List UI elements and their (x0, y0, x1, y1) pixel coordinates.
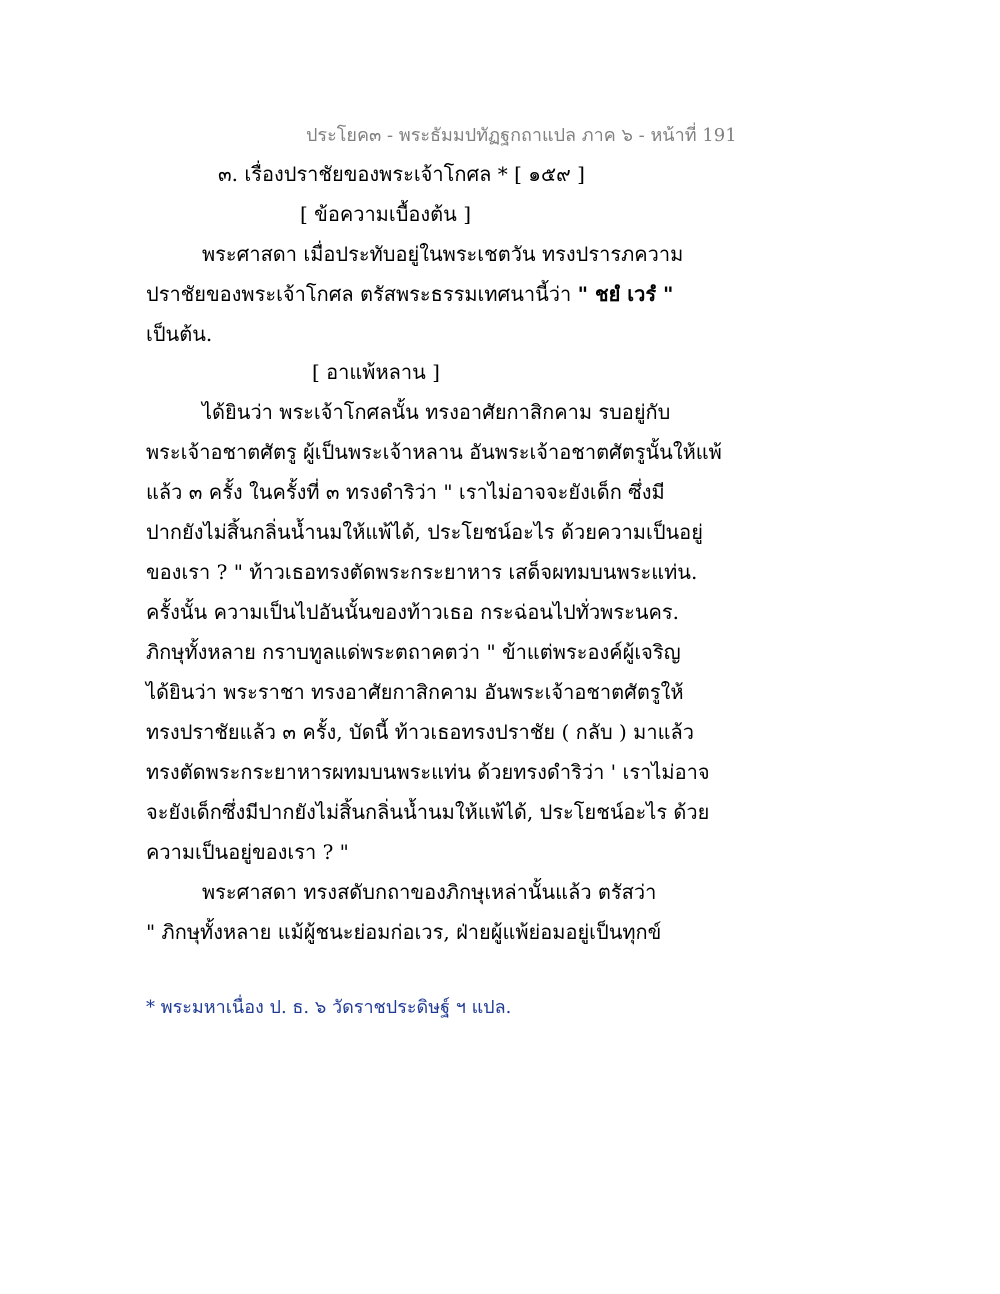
intro-line-1: พระศาสดา เมื่อประทับอยู่ในพระเชตวัน ทรงปรารภความ (202, 242, 684, 266)
story-line-13: พระศาสดา ทรงสดับกถาของภิกษุเหล่านั้นแล้ว ตรัสว่า (202, 880, 657, 904)
story-line-6: ครั้งนั้น ความเป็นไปอันนั้นของท้าวเธอ กระฉ่อนไปทั่วพระนคร. (146, 600, 679, 624)
story-line-12: ความเป็นอยู่ของเรา ? " (146, 840, 349, 864)
intro-line-2-text: ปราชัยของพระเจ้าโกศล ตรัสพระธรรมเทศนานี้ว่า (146, 282, 572, 306)
story-line-1: ได้ยินว่า พระเจ้าโกศลนั้น ทรงอาศัยกาสิกคาม รบอยู่กับ (202, 400, 671, 424)
pali-quote: " ชยํ เวรํ " (577, 282, 674, 306)
story-line-8: ได้ยินว่า พระราชา ทรงอาศัยกาสิกคาม อันพระเจ้าอชาตศัตรูให้ (146, 680, 684, 704)
story-line-9: ทรงปราชัยแล้ว ๓ ครั้ง, บัดนี้ ท้าวเธอทรงปราชัย ( กลับ ) มาแล้ว (146, 720, 694, 744)
section-heading-intro: [ ข้อความเบื้องต้น ] (300, 202, 471, 226)
story-line-11: จะยังเด็กซึ่งมีปากยังไม่สิ้นกลิ่นน้ำนมให้แพ้ได้, ประโยชน์อะไร ด้วย (146, 800, 710, 824)
story-line-2: พระเจ้าอชาตศัตรู ผู้เป็นพระเจ้าหลาน อันพระเจ้าอชาตศัตรูนั้นให้แพ้ (146, 440, 722, 464)
story-line-14: " ภิกษุทั้งหลาย แม้ผู้ชนะย่อมก่อเวร, ฝ่ายผู้แพ้ย่อมอยู่เป็นทุกข์ (146, 920, 662, 944)
intro-line-2 (146, 280, 673, 308)
story-title: ๓. เรื่องปราชัยของพระเจ้าโกศล * [ ๑๕๙ ] (218, 162, 585, 186)
story-line-5: ของเรา ? " ท้าวเธอทรงตัดพระกระยาหาร เสด็จผทมบนพระแท่น. (146, 560, 698, 584)
story-line-10: ทรงตัดพระกระยาหารผทมบนพระแท่น ด้วยทรงดำริว่า ' เราไม่อาจ (146, 760, 710, 784)
section-heading-story: [ อาแพ้หลาน ] (312, 360, 440, 384)
story-line-4: ปากยังไม่สิ้นกลิ่นน้ำนมให้แพ้ได้, ประโยชน์อะไร ด้วยความเป็นอยู่ (146, 520, 703, 544)
story-line-3: แล้ว ๓ ครั้ง ในครั้งที่ ๓ ทรงดำริว่า " เราไม่อาจจะยังเด็ก ซึ่งมี (146, 480, 665, 504)
page-header: ประโยค๓ - พระธัมมปทัฏฐกถาแปล ภาค ๖ - หน้าที่ 191 (306, 125, 737, 146)
footnote: * พระมหาเนื่อง ป. ธ. ๖ วัดราชประดิษฐ์ ฯ แปล. (146, 997, 512, 1018)
story-line-7: ภิกษุทั้งหลาย กราบทูลแด่พระตถาคตว่า " ข้าแต่พระองค์ผู้เจริญ (146, 640, 681, 664)
intro-line-3: เป็นต้น. (146, 322, 213, 346)
